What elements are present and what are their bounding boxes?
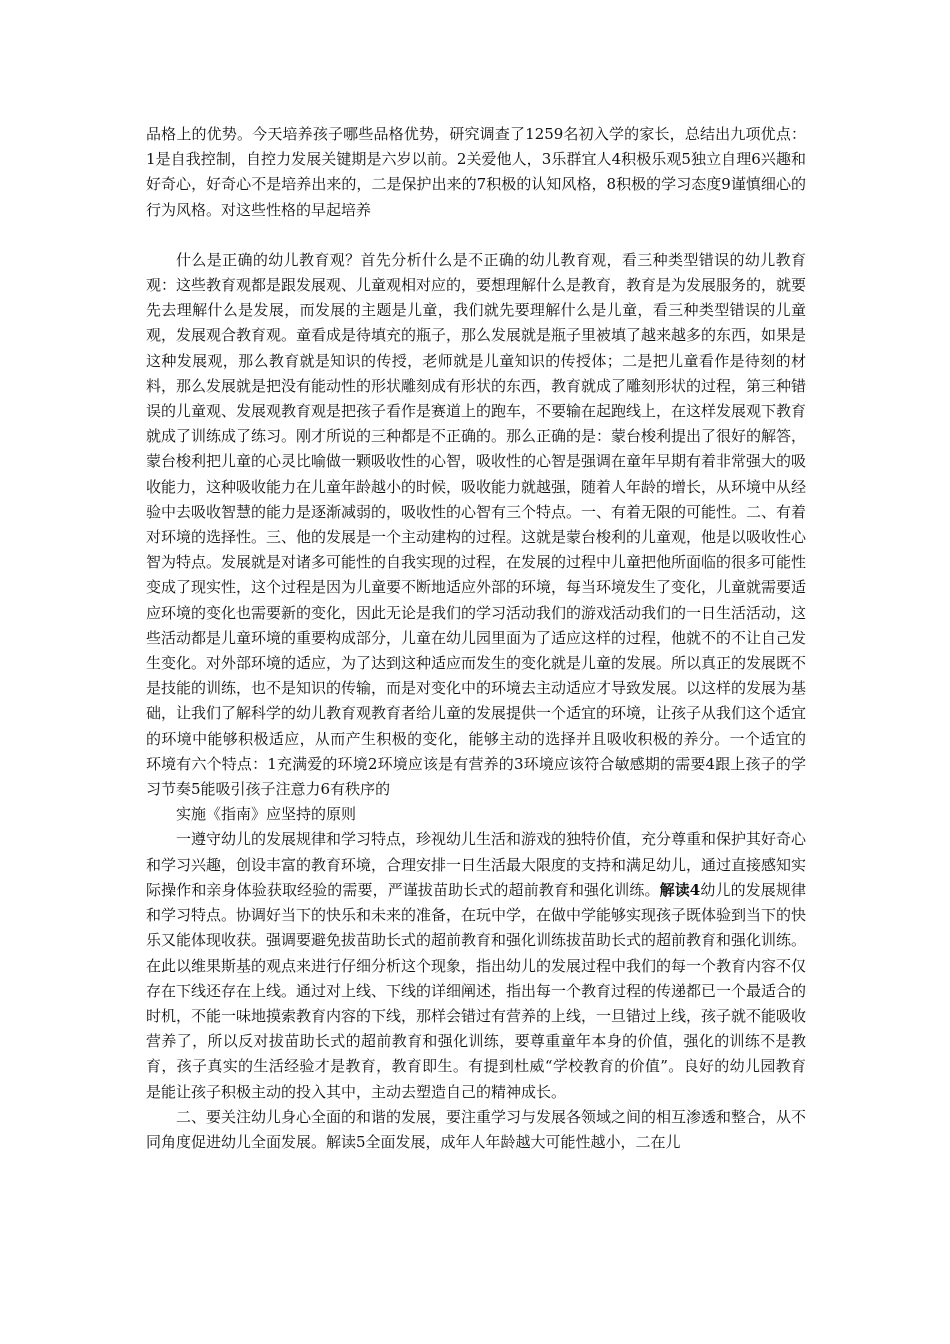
paragraph-education-view: 什么是正确的幼儿教育观？首先分析什么是不正确的幼儿教育观，看三种类型错误的幼儿教育观：这些教育观都是跟发展观、儿童观相对应的，要想理解什么是教育，教育是为发展服务的，就要先去理解什么是发展，而发展的主题是儿童，我们就先要理解什么是儿童，看三种类型错误的儿童观，发展观合教育观。童看成是待填充的瓶子，那么发展就是瓶子里被填了越来越多的东西，如果是这种发展观，那么教育就是知识的传授，老师就是儿童知识的传授体；二是把儿童看作是待刻的材料，那么发展就是把没有能动性的形状雕刻成有形状的东西，教育就成了雕刻形状的过程，第三种错误的儿童观、发展观教育观是把孩子看作是赛道上的跑车，不要输在起跑线上，在这样发展观下教育就成了训练成了练习。刚才所说的三种都是不正确的。那么正确的是：蒙台梭利提出了很好的解答，蒙台梭利把儿童的心灵比喻做一颗吸收性的心智，吸收性的心智是强调在童年早期有着非常强大的吸收能力，这种吸收能力在儿童年龄越小的时候，吸收能力就越强，随着人年龄的增长，从环境中从经验中去吸收智慧的能力是逐渐减弱的，吸收性的心智有三个特点。一、有着无限的可能性。二、有着对环境的选择性。三、他的发展是一个主动建构的过程。这就是蒙台梭利的儿童观，他是以吸收性心智为特点。发展就是对诸多可能性的自我实现的过程，在发展的过程中儿童把他所面临的很多可能性变成了现实性，这个过程是因为儿童要不断地适应外部的环境，每当环境发生了变化，儿童就需要适应环境的变化也需要新的变化，因此无论是我们的学习活动我们的游戏活动我们的一日生活活动，这些活动都是儿童环境的重要构成部分，儿童在幼儿园里面为了适应这样的过程，他就不的不让自己发生变化。对外部环境的适应，为了达到这种适应而发生的变化就是儿童的发展。所以真正的发展既不是技能的训练，也不是知识的传输，而是对变化中的环境去主动适应才导致发展。以这样的发展为基础，让我们了解科学的幼儿教育观教育者给儿童的发展提供一个适宜的环境，让孩子从我们这个适宜的环境中能够积极适应，从而产生积极的变化，能够主动的选择并且吸收积极的养分。一个适宜的 环境有六个特点：1充满爱的环境2环境应该是有营养的3环境应该符合敏感期的需要4跟上孩子的学习节奏5能吸引孩子注意力6有秩序的: [146, 250, 807, 799]
interpretation-4-text: 幼儿的发展规律和学习特点。协调好当下的快乐和未来的准备，在玩中学，在做中学能够实现孩子既体验到当下的快乐又能体现收获。强调要避免拔苗助长式的超前教育和强化训练拔苗助长式的超前教育和强化训练。在此以维果斯基的观点来进行仔细分析这个现象，指出幼儿的发展过程中我们的每一个教育内容不仅存在下线还存在上线。通过对上线、下线的详细阐述，指出每一个教育过程的传递都已一个最适合的时机，不能一味地摸索教育内容的下线，那样会错过有营养的上线，一旦错过上线，孩子就不能吸收营养了，所以反对拔苗助长式的超前教育和强化训练，要尊重童年本身的价值，强化的训练不是教育，孩子真实的生活经验才是教育，教育即生。有提到杜威“学校教育的价值”。良好的幼儿园教育是能让孩子积极主动的投入其中，主动去塑造自己的精神成长。: [146, 880, 807, 1101]
paragraph-spacer: [146, 223, 806, 248]
paragraph-character-strengths: 品格上的优势。今天培养孩子哪些品格优势，研究调查了1259名初入学的家长，总结出九项优点：1是自我控制，自控力发展关键期是六岁以前。2关爱他人，3乐群宜人4积极乐观5独立自理6兴趣和好奇心，好奇心不是培养出来的，二是保护出来的7积极的认知风格，8积极的学习态度9谨慎细心的行为风格。对这些性格的早起培养: [146, 125, 806, 219]
document-body: [146, 122, 806, 1155]
principle-one-text: 一遵守幼儿的发展规律和学习特点，珍视幼儿生活和游戏的独特价值，充分尊重和保护其好奇心和学习兴趣，创设丰富的教育环境，合理安排一日生活最大限度的支持和满足幼儿，通过直接感知实际操作和亲身体验获取经验的需要，严谨拔苗助长式的超前教育和强化训练。: [146, 830, 807, 899]
section-heading-guidelines-principles: 实施《指南》应坚持的原则: [176, 805, 357, 824]
interpretation-4-label: 解读4: [659, 880, 701, 899]
paragraph-principle-one: [146, 827, 806, 1104]
paragraph-principle-two: 二、要关注幼儿身心全面的和谐的发展，要注重学习与发展各领域之间的相互渗透和整合，从不同角度促进幼儿全面发展。解读5全面发展，成年人年龄越大可能性越小，二在儿: [146, 1107, 807, 1151]
